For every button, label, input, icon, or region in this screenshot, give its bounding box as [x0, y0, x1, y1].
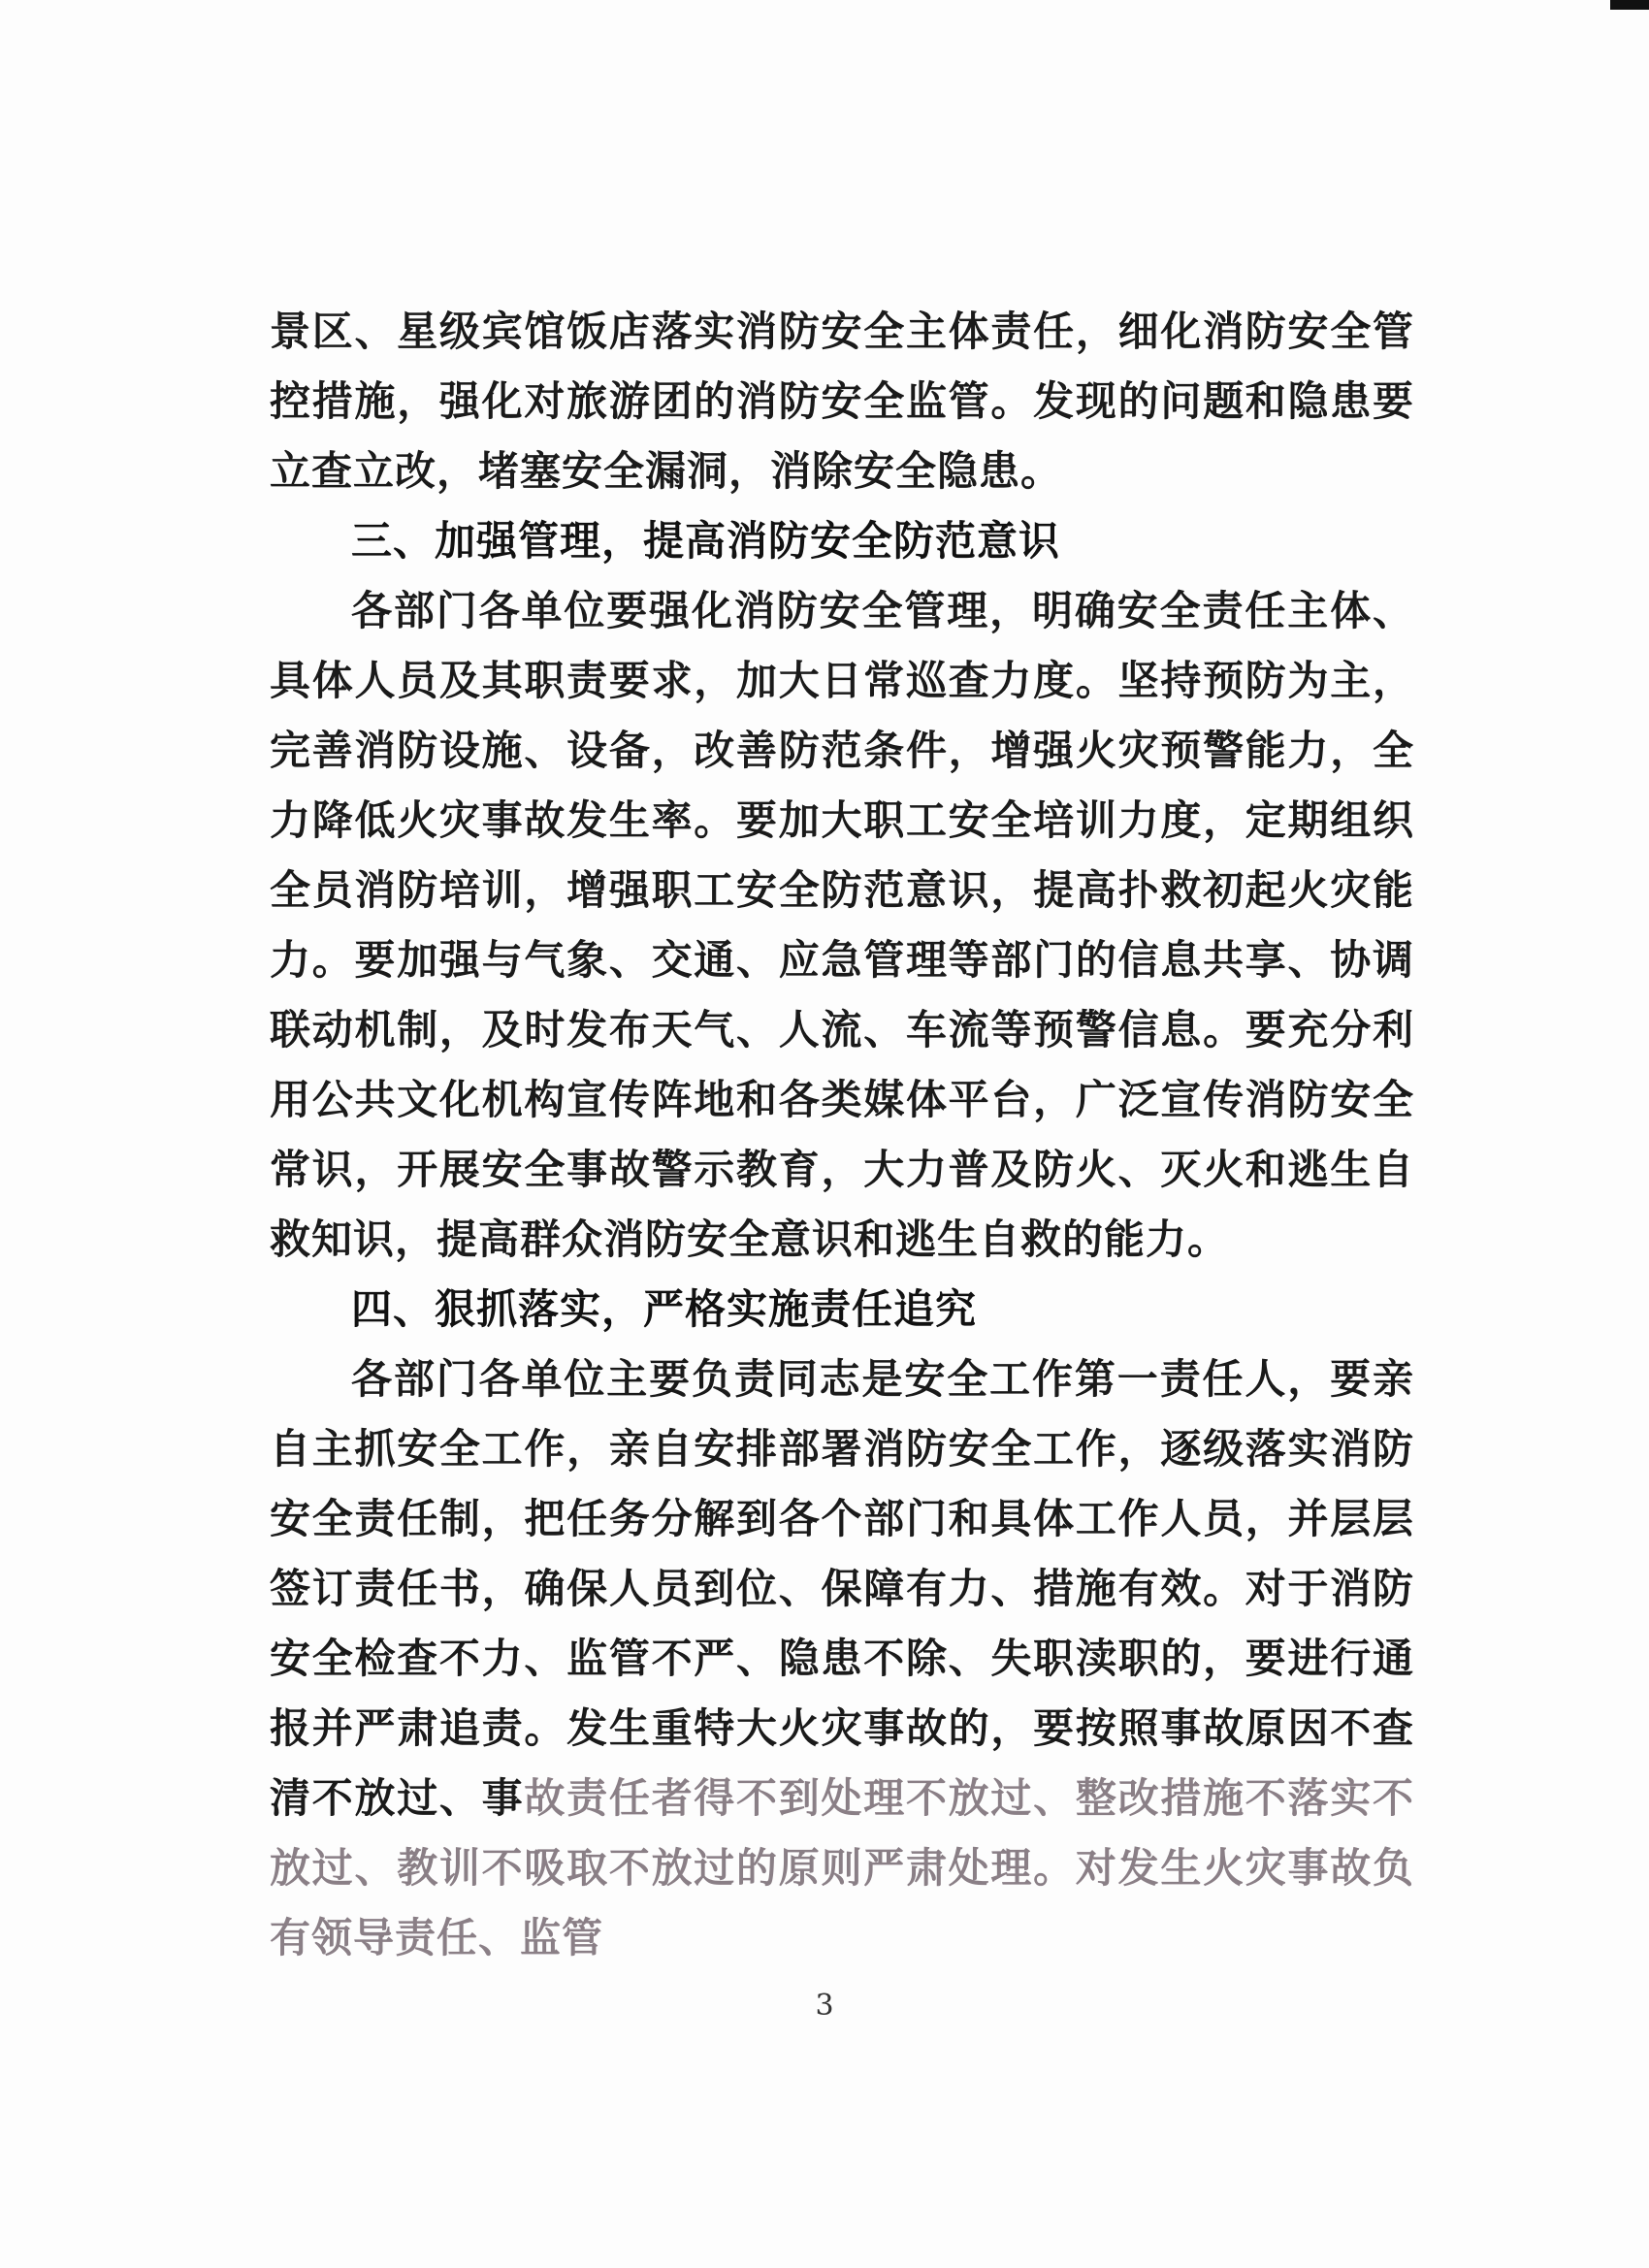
paragraph-section-3: 各部门各单位要强化消防安全管理，明确安全责任主体、具体人员及其职责要求，加大日常巡查力度。坚持预防为主，完善消防设施、设备，改善防范条件，增强火灾预警能力，全力降低火灾事故发生率。要加大职工安全培训力度，定期组织全员消防培训，增强职工安全防范意识，提高扑救初起火灾能力。要加强与气象、交通、应急管理等部门的信息共享、协调联动机制，及时发布天气、人流、车流等预警信息。要充分利用公共文化机构宣传阵地和各类媒体平台，广泛宣传消防安全常识，开展安全事故警示教育，大力普及防火、灭火和逃生自救知识，提高群众消防安全意识和逃生自救的能力。: [270, 587, 1414, 1263]
paragraph-section-4: [270, 1345, 1414, 1973]
scan-corner-mark: [1610, 0, 1649, 10]
section-heading-4: 四、狠抓落实，严格实施责任追究: [351, 1285, 978, 1333]
page-number: 3: [815, 1989, 834, 2023]
paragraph-section-4-main: 各部门各单位主要负责同志是安全工作第一责任人，要亲自主抓安全工作，亲自安排部署消防安全工作，逐级落实消防安全责任制，把任务分解到各个部门和具体工作人员，并层层签订责任书，确保人员到位、保障有力、措施有效。对于消防安全检查不力、监管不严、隐患不除、失职渎职的，要进行通报并严肃追责。发生重特大火灾事故的，要按照事故原因不查清不放过、事: [270, 1355, 1414, 1822]
paragraph-section-4-faded: 故责任者得不到处理不放过、整改措施不落实不放过、教训不吸取不放过的原则严肃处理。对发生火灾事故负有领导责任、监管: [270, 1774, 1414, 1961]
section-heading-3: 三、加强管理，提高消防安全防范意识: [351, 517, 1061, 565]
document-body: [270, 297, 1414, 1973]
paragraph-continued: 景区、星级宾馆饭店落实消防安全主体责任，细化消防安全管控措施，强化对旅游团的消防安全监管。发现的问题和隐患要立查立改，堵塞安全漏洞，消除安全隐患。: [270, 308, 1414, 495]
